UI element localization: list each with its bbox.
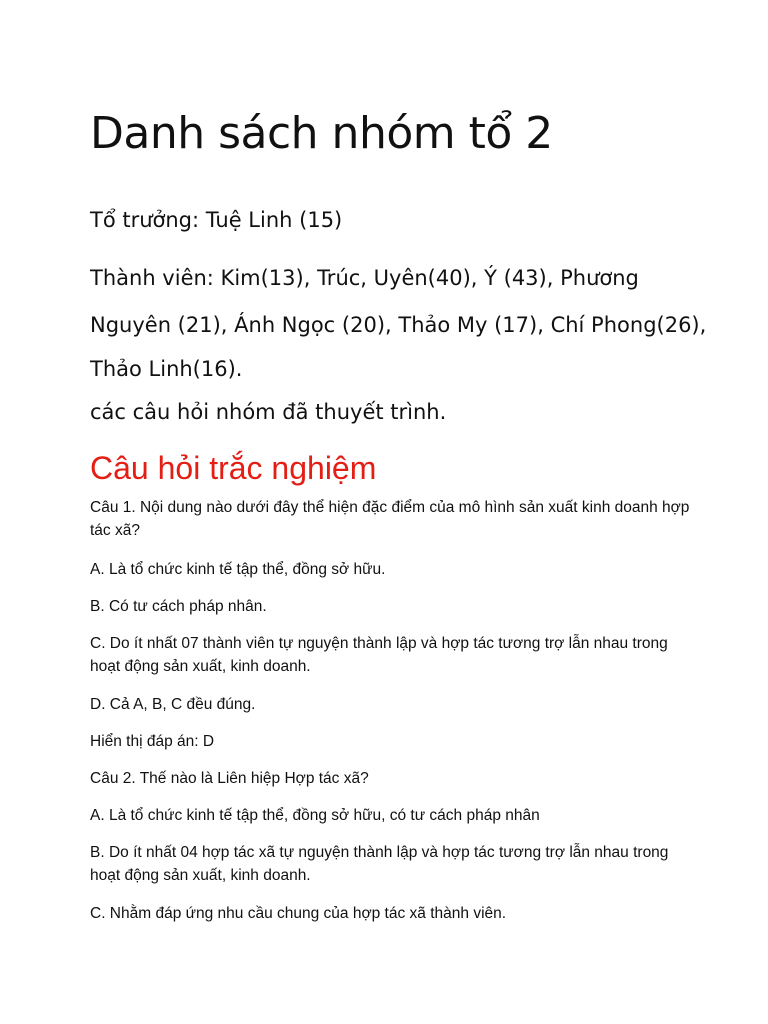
answer-reveal: Hiển thị đáp án: D (90, 733, 215, 750)
question-1-option-a: A. Là tổ chức kinh tế tập thể, đồng sở hữu. (90, 561, 386, 578)
members-line-3: Thảo Linh(16). (90, 357, 243, 381)
members-line-1: Thành viên: Kim(13), Trúc, Uyên(40), Ý (43), Phương (90, 266, 639, 290)
group-leader: Tổ trưởng: Tuệ Linh (15) (90, 208, 343, 232)
question-1-option-c: C. Do ít nhất 07 thành viên tự nguyện thành lập và hợp tác tương trợ lẫn nhau trong hoạt động sản xuất, kinh doanh. (90, 635, 668, 675)
intro-text: các câu hỏi nhóm đã thuyết trình. (90, 400, 447, 424)
section-heading: Câu hỏi trắc nghiệm (90, 450, 377, 486)
question-2: Câu 2. Thế nào là Liên hiệp Hợp tác xã? (90, 770, 369, 787)
question-2-option-b: B. Do ít nhất 04 hợp tác xã tự nguyện thành lập và hợp tác tương trợ lẫn nhau trong hoạt động sản xuất, kinh doanh. (90, 844, 669, 884)
question-2-option-c: C. Nhằm đáp ứng nhu cầu chung của hợp tác xã thành viên. (90, 905, 507, 922)
question-1-option-b: B. Có tư cách pháp nhân. (90, 598, 267, 615)
question-1-option-d: D. Cả A, B, C đều đúng. (90, 696, 256, 713)
question-2-option-a: A. Là tổ chức kinh tế tập thể, đồng sở hữu, có tư cách pháp nhân (90, 807, 540, 824)
members-line-2: Nguyên (21), Ánh Ngọc (20), Thảo My (17), Chí Phong(26), (90, 313, 707, 337)
document-title: Danh sách nhóm tổ 2 (90, 108, 553, 159)
question-1: Câu 1. Nội dung nào dưới đây thể hiện đặc điểm của mô hình sản xuất kinh doanh hợp tác xã? (90, 499, 690, 539)
